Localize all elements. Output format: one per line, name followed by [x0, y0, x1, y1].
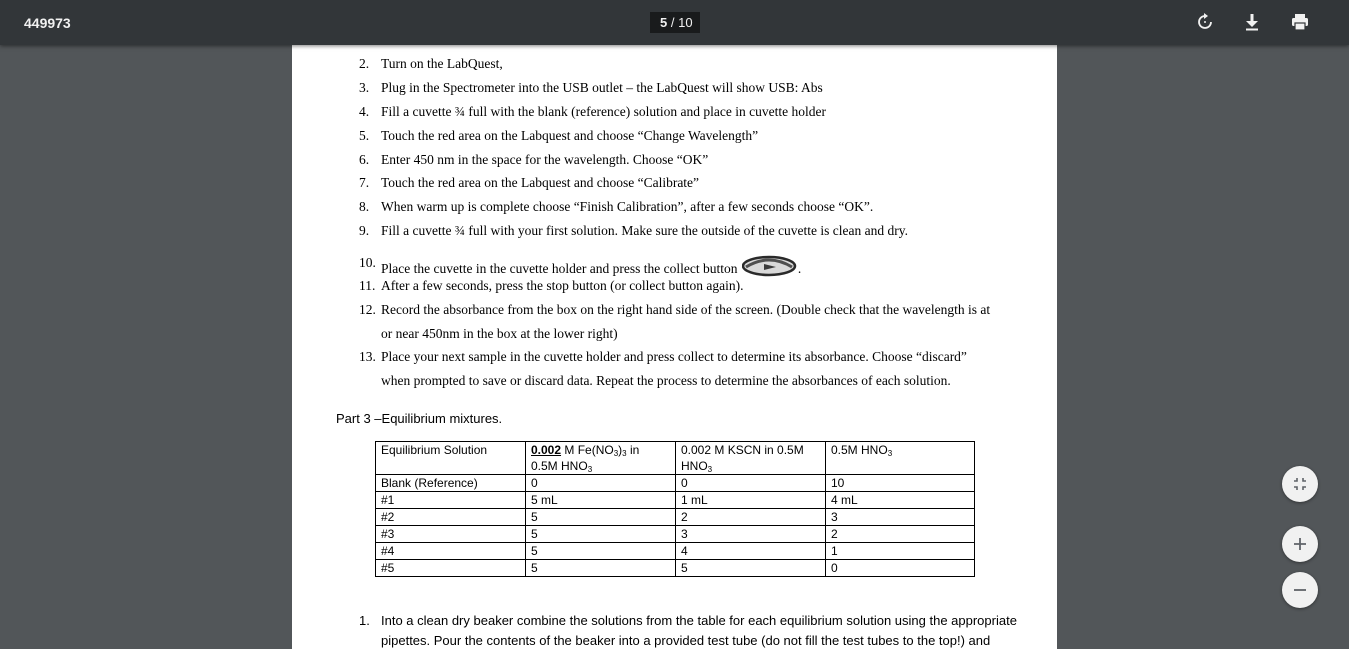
header-cell: 0.002 M KSCN in 0.5M $HNO_3$	[676, 442, 826, 475]
table-cell: 10	[826, 475, 975, 492]
table-row	[376, 560, 975, 577]
section-title: Part 3 –Equilibrium mixtures.	[336, 411, 503, 426]
table-cell: 5	[526, 526, 676, 543]
page-separator: /	[670, 15, 675, 30]
header-cell: Equilibrium Solution	[376, 442, 526, 475]
header-cell: 0.002 M $Fe(NO_3)_3$ in 0.5M $HNO_3$	[526, 442, 676, 475]
table-cell: 5	[676, 560, 826, 577]
table-cell: 4	[676, 543, 826, 560]
table-cell: 0	[826, 560, 975, 577]
page-current[interactable]: 5	[660, 15, 668, 30]
collect-button-icon	[742, 255, 798, 277]
table-cell: 4 mL	[826, 492, 975, 509]
zoom-in-icon	[1293, 537, 1307, 551]
zoom-in-button[interactable]	[1282, 526, 1318, 562]
table-cell: 5	[526, 509, 676, 526]
table-cell: 2	[826, 526, 975, 543]
pdf-page: 2. Turn on the LabQuest, 3. Plug in the Spectrometer into the USB outlet – the LabQuest will show USB: Abs 4. Fill a cuvette ¾ full with the blank (reference) solution and place in cuvette holder 5. Touch the red area on the Labquest and choose “Change Wavelength” 6. Enter 450 nm in the space for the wavelength. Choose “OK” 7. Touch the red area on the Labquest and choose “Calibrate” 8. When warm up is complete choose “Finish Calibration”, after a few seconds choose “OK”. 9. Fill a cuvette ¾ full with your first solution. Make sure the outside of the cuvette is clean and dry. 10. Place the cuvette in the cuvette holder and press the collect button . 11. After a few seconds, press the stop button (or collect button again). 12. Record the absorbance from the box on the right hand side of the screen. (Double check that the wavelength is at or near 450nm in the box at the lower right) 13. Place your next sample in the cuvette holder and press collect to determine its absorbance. Choose “discard” when prompted to save or discard data. Repeat the process to determine the absorbances of each solution. Part 3 –Equilibrium mixtures. Equilibrium Solution 0.002 M $Fe(NO_3)_3$ in 0.5M $HNO_3$ 0.002 M KSCN in 0.5M $HNO_3$ 0.5M $HNO_3$ Blank (Reference) 0 0 10 #1 5 mL 1 mL 4 mL #2 5 2 3 #3 5 3 2 #4 5 4 1 #5 5 5 0 1. Into a clean dry beaker combine the solutions from the table for each equilibrium solution using the appropriate pipettes. Pour the contents of the beaker into a provided test tube (do not fill the test tubes to the top!) and	[292, 45, 1057, 649]
table-cell: #2	[376, 509, 526, 526]
print-icon[interactable]	[1290, 12, 1310, 32]
table-cell: #5	[376, 560, 526, 577]
table-cell: Blank (Reference)	[376, 475, 526, 492]
header-cell: 0.5M $HNO_3$	[826, 442, 975, 475]
table-header-row	[376, 442, 975, 475]
download-icon[interactable]	[1242, 12, 1262, 32]
page-indicator[interactable]	[650, 12, 700, 33]
fit-page-icon	[1293, 477, 1307, 491]
equilibrium-table	[375, 441, 975, 577]
table-cell: #4	[376, 543, 526, 560]
table-cell: 5 mL	[526, 492, 676, 509]
table-cell: 0	[676, 475, 826, 492]
table-cell: 2	[676, 509, 826, 526]
table-row	[376, 526, 975, 543]
zoom-out-icon	[1293, 583, 1307, 597]
table-cell: #1	[376, 492, 526, 509]
table-cell: 3	[826, 509, 975, 526]
zoom-out-button[interactable]	[1282, 572, 1318, 608]
table-cell: 5	[526, 543, 676, 560]
table-cell: 3	[676, 526, 826, 543]
fit-page-button[interactable]	[1282, 466, 1318, 502]
table-cell: 1 mL	[676, 492, 826, 509]
table-cell: 5	[526, 560, 676, 577]
page-total: 10	[678, 15, 693, 30]
table-cell: 0	[526, 475, 676, 492]
pdf-toolbar	[0, 0, 1349, 45]
table-cell: 1	[826, 543, 975, 560]
document-title: 449973	[24, 15, 71, 31]
table-row	[376, 475, 975, 492]
table-row	[376, 509, 975, 526]
table-row	[376, 492, 975, 509]
table-cell: #3	[376, 526, 526, 543]
table-row	[376, 543, 975, 560]
rotate-icon[interactable]	[1195, 12, 1215, 32]
